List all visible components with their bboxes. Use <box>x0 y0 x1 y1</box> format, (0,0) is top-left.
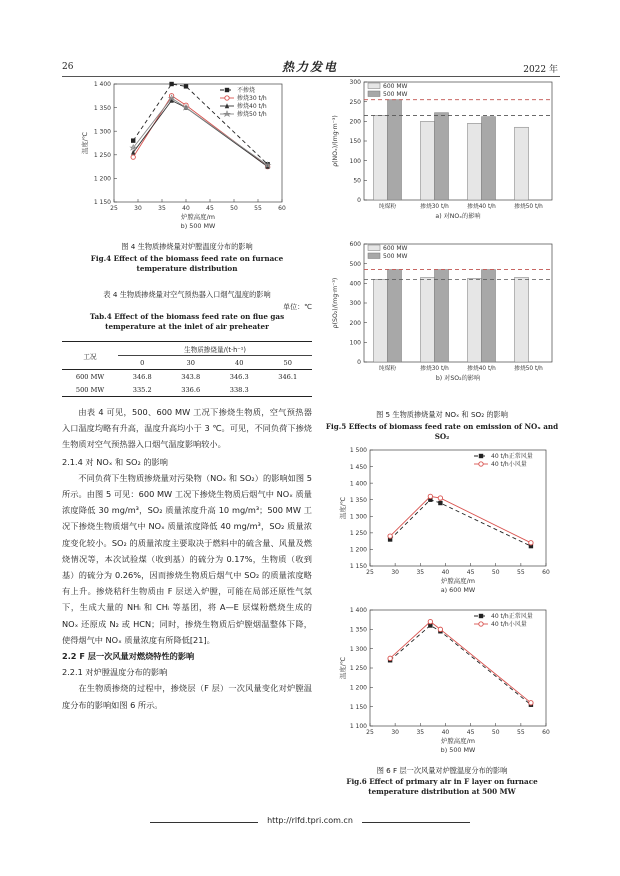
y-axis-label: 温度/℃ <box>81 131 89 155</box>
y-tick-label: 1 300 <box>93 128 111 136</box>
x-tick-label: 25 <box>366 569 374 576</box>
series-line <box>390 622 531 703</box>
y-tick-label: 600 <box>349 241 361 249</box>
legend-label: 600 MW <box>383 245 408 252</box>
y-tick-label: 1 300 <box>349 513 367 521</box>
legend-label: 40 t/h正常风量 <box>491 613 533 621</box>
x-axis-label: 炉膛高度/m <box>441 737 475 745</box>
body-text-left <box>62 404 312 713</box>
fig4-chart <box>78 78 296 238</box>
x-tick-label: 60 <box>542 569 550 576</box>
x-tick-label: 25 <box>110 205 118 212</box>
section-2-1-4: 2.1.4 对 NOₓ 和 SO₂ 的影响 <box>62 456 168 467</box>
table4-row-header: 工况 <box>62 342 118 370</box>
paragraph: 在生物质掺烧的过程中，掺烧层（F 层）一次风量变化对炉膛温度分布的影响如图 6 所示。 <box>62 683 312 710</box>
chart-subtitle: a) 对NOₓ的影响 <box>435 213 481 220</box>
bar <box>468 278 482 362</box>
x-tick-label: 掺烧40 t/h <box>467 366 496 372</box>
legend-label: 40 t/h小风量 <box>491 461 527 469</box>
legend-swatch <box>368 253 380 259</box>
data-point <box>225 96 229 100</box>
table4-cell: 600 MW <box>75 372 105 381</box>
table4-col: 40 <box>235 358 244 367</box>
y-tick-label: 100 <box>349 339 361 347</box>
x-tick-label: 45 <box>206 205 214 212</box>
x-tick-label: 掺烧40 t/h <box>467 204 496 210</box>
y-tick-label: 200 <box>349 319 361 327</box>
x-tick-label: 55 <box>517 569 525 576</box>
x-tick-label: 掺烧30 t/h <box>420 204 449 210</box>
data-point <box>529 701 533 705</box>
table-row <box>62 383 312 397</box>
data-point <box>428 494 432 498</box>
fig6-caption-en: Fig.6 Effect of primary air in F layer on furnace temperature distribution at 500 MW <box>346 777 538 796</box>
y-tick-label: 1 250 <box>349 530 367 538</box>
table4-cell: 335.2 <box>132 385 152 394</box>
x-tick-label: 40 <box>441 569 450 576</box>
x-tick-label: 掺烧50 t/h <box>514 204 543 210</box>
y-tick-label: 1 200 <box>349 684 367 692</box>
y-tick-label: 300 <box>349 300 361 308</box>
fig5-caption-cn: 图 5 生物质掺烧量对 NOₓ 和 SO₂ 的影响 <box>376 410 508 419</box>
data-point <box>169 82 173 86</box>
y-axis-label: ρ(SO₂)/(mg·m⁻³) <box>332 277 339 329</box>
footer-url: http://rlfd.tpri.com.cn <box>267 816 353 825</box>
bar <box>388 270 402 362</box>
y-tick-label: 1 400 <box>349 607 367 615</box>
x-tick-label: 50 <box>491 569 500 576</box>
legend-label: 500 MW <box>383 91 408 98</box>
bar <box>482 117 496 200</box>
y-tick-label: 1 250 <box>349 665 367 673</box>
table4-title-en: Tab.4 Effect of the biomass feed rate on flue gas temperature at the inlet of air preheater <box>89 312 285 331</box>
table4-cell: 346.3 <box>229 372 249 381</box>
bar <box>421 277 435 362</box>
y-tick-label: 150 <box>349 138 361 146</box>
bar <box>515 127 529 200</box>
y-tick-label: 1 350 <box>349 626 367 634</box>
legend-label: 掺烧40 t/h <box>237 103 267 111</box>
bar <box>515 277 529 362</box>
y-tick-label: 1 350 <box>93 104 111 112</box>
legend-label: 600 MW <box>383 83 408 90</box>
data-point <box>428 619 432 623</box>
series-line <box>390 500 531 546</box>
x-tick-label: 55 <box>254 205 262 212</box>
fig6a-chart <box>336 444 558 602</box>
x-axis-label: 炉膛高度/m <box>181 213 215 221</box>
fig5b-chart <box>328 238 560 398</box>
x-tick-label: 55 <box>517 729 525 736</box>
y-tick-label: 1 200 <box>93 175 111 183</box>
legend-label: 不掺烧 <box>237 87 256 95</box>
paragraph: 不同负荷下生物质掺烧量对污染物（NOₓ 和 SO₂）的影响如图 5 所示。由图 5 可见：600 MW 工况下掺烧生物质后烟气中 NOₓ 质量浓度降低 30 mg/m³，SO₂ 质量浓度升高 10 mg/m³；500 MW 工况下掺烧生物质烟气中 NOₓ 质量浓度降低 40 mg/m³，SO₂ 质量浓度变化较小。SO₂ 的质量浓度主要取决于燃料中的硫含量、风量及燃烧情况等，本次试验煤（收到基）的硫分为 0.17%，生物质（收到基）的硫分为 0.26%，因而掺烧生物质后烟气中 SO₂ 的质量浓度略有上升。掺烧秸秆生物质由 F 层送入炉膛，可能在局部还原性气氛下，生成大量的 NHᵢ 和 CHᵢ 等基团，将 A—E 层煤粉燃烧生成的 NOₓ 还原成 N₂ 或 HCN；同时，掺烧生物质后炉膛烟温整体下降，使得烟气中 NOₓ 质量浓度有所降低[21]。 <box>62 472 312 645</box>
y-tick-label: 1 150 <box>349 703 367 711</box>
bar <box>482 270 496 362</box>
table-row <box>62 370 312 384</box>
paragraph: 由表 4 可见，500、600 MW 工况下掺烧生物质，空气预热器入口温度均略有升高，温度升高均小于 3 ℃。可见，不同负荷下掺烧生物质对空气预热器入口烟气温度影响较小。 <box>62 407 312 450</box>
series-line <box>390 625 531 704</box>
chart-subtitle: b) 500 MW <box>180 222 216 230</box>
x-tick-label: 50 <box>230 205 238 212</box>
y-tick-label: 1 300 <box>349 645 367 653</box>
page-number: 26 <box>62 62 74 72</box>
x-tick-label: 40 <box>182 205 190 212</box>
bar <box>435 113 449 200</box>
data-point <box>388 534 392 538</box>
bar <box>374 279 388 362</box>
section-2-2: 2.2 F 层一次风量对燃烧特性的影响 <box>62 651 195 662</box>
legend-label: 40 t/h正常风量 <box>491 453 533 461</box>
y-tick-label: 400 <box>349 280 361 288</box>
year: 2022 年 <box>523 65 558 75</box>
bar <box>388 100 402 200</box>
journal-name: 热力发电 <box>281 60 338 74</box>
table4-cell: 346.1 <box>278 372 298 381</box>
table4-cell: 500 MW <box>75 385 105 394</box>
fig6-caption-cn: 图 6 F 层一次风量对炉膛温度分布的影响 <box>376 766 508 775</box>
y-tick-label: 1 400 <box>349 480 367 488</box>
footer-rule-right <box>362 822 470 823</box>
y-tick-label: 1 200 <box>349 546 367 554</box>
y-tick-label: 250 <box>349 98 361 106</box>
chart-subtitle: a) 600 MW <box>440 586 476 594</box>
bar <box>374 115 388 200</box>
data-point <box>479 614 483 618</box>
bar <box>435 270 449 362</box>
x-tick-label: 纯煤粉 <box>378 366 397 372</box>
x-tick-label: 30 <box>391 729 399 736</box>
y-tick-label: 1 350 <box>349 496 367 504</box>
y-tick-label: 0 <box>357 197 361 205</box>
bar <box>468 123 482 200</box>
data-point <box>438 496 442 500</box>
data-point <box>131 155 135 159</box>
x-tick-label: 60 <box>278 205 286 212</box>
fig5-caption-en: Fig.5 Effects of biomass feed rate on emission of NOₓ and SO₂ <box>325 422 559 441</box>
table4-col: 0 <box>140 358 145 367</box>
bar <box>421 121 435 200</box>
y-tick-label: 1 150 <box>93 199 111 207</box>
fig4-caption-cn: 图 4 生物质掺烧量对炉膛温度分布的影响 <box>121 242 253 251</box>
table4-cell: 336.6 <box>181 385 201 394</box>
y-tick-label: 1 150 <box>349 563 367 571</box>
fig6b-chart <box>336 604 558 762</box>
data-point <box>388 656 392 660</box>
x-tick-label: 掺烧30 t/h <box>420 366 449 372</box>
x-tick-label: 纯煤粉 <box>378 204 397 210</box>
y-tick-label: 1 400 <box>93 81 111 89</box>
data-point <box>438 627 442 631</box>
y-tick-label: 100 <box>349 157 361 165</box>
table4-unit: 单位：℃ <box>283 303 312 311</box>
fig4-caption-en: Fig.4 Effect of the biomass feed rate on furnace temperature distribution <box>90 254 284 273</box>
y-axis-label: 温度/℃ <box>339 496 347 520</box>
y-axis-label: ρ(NOₓ)/(mg·m⁻³) <box>332 115 339 167</box>
data-point <box>479 454 483 458</box>
x-tick-label: 45 <box>466 569 475 576</box>
legend-label: 500 MW <box>383 253 408 260</box>
y-tick-label: 0 <box>357 359 361 367</box>
legend-label: 40 t/h小风量 <box>491 621 527 629</box>
y-tick-label: 500 <box>349 260 361 268</box>
table4-cell: 343.8 <box>181 372 201 381</box>
y-tick-label: 1 250 <box>93 152 111 159</box>
table4-cell <box>264 383 313 397</box>
data-point <box>184 84 188 88</box>
y-tick-label: 200 <box>349 118 361 126</box>
x-axis-label: 炉膛高度/m <box>441 577 475 585</box>
x-tick-label: 45 <box>466 729 475 736</box>
chart-subtitle: b) 对SO₂的影响 <box>435 375 481 382</box>
x-tick-label: 35 <box>158 205 166 212</box>
table4-cell: 346.8 <box>132 372 152 381</box>
data-point <box>479 622 483 626</box>
data-point <box>438 501 442 505</box>
x-tick-label: 30 <box>391 569 399 576</box>
y-tick-label: 1 100 <box>349 723 367 731</box>
legend-swatch <box>368 83 380 89</box>
data-point <box>529 541 533 545</box>
legend-label: 掺烧50 t/h <box>237 111 267 119</box>
x-tick-label: 50 <box>491 729 500 736</box>
data-point <box>225 88 229 92</box>
section-2-2-1: 2.2.1 对炉膛温度分布的影响 <box>62 667 168 678</box>
chart-subtitle: b) 500 MW <box>440 746 476 754</box>
data-point <box>479 462 483 466</box>
y-axis-label: 温度/℃ <box>339 656 347 680</box>
x-tick-label: 25 <box>366 729 374 736</box>
x-tick-label: 掺烧50 t/h <box>514 366 543 372</box>
data-point <box>224 111 229 116</box>
table4-col: 30 <box>186 358 195 367</box>
table4 <box>62 341 312 397</box>
table4-col: 50 <box>283 358 292 367</box>
legend-label: 掺烧30 t/h <box>237 95 267 103</box>
y-tick-label: 50 <box>353 177 361 185</box>
table4-title-cn: 表 4 生物质掺烧量对空气预热器入口烟气温度的影响 <box>103 290 271 299</box>
x-tick-label: 30 <box>134 205 142 212</box>
table4-cell: 338.3 <box>229 385 249 394</box>
x-tick-label: 60 <box>542 729 550 736</box>
table4-col-group: 生物质掺烧量/(t·h⁻¹) <box>118 342 312 356</box>
data-point <box>131 138 135 142</box>
y-tick-label: 1 500 <box>349 447 367 455</box>
fig5a-chart <box>328 76 560 236</box>
legend-swatch <box>368 245 380 251</box>
legend-swatch <box>368 91 380 97</box>
y-tick-label: 300 <box>349 79 361 87</box>
x-tick-label: 35 <box>416 729 425 736</box>
x-tick-label: 35 <box>416 569 425 576</box>
x-tick-label: 40 <box>441 729 450 736</box>
y-tick-label: 1 450 <box>349 463 367 471</box>
